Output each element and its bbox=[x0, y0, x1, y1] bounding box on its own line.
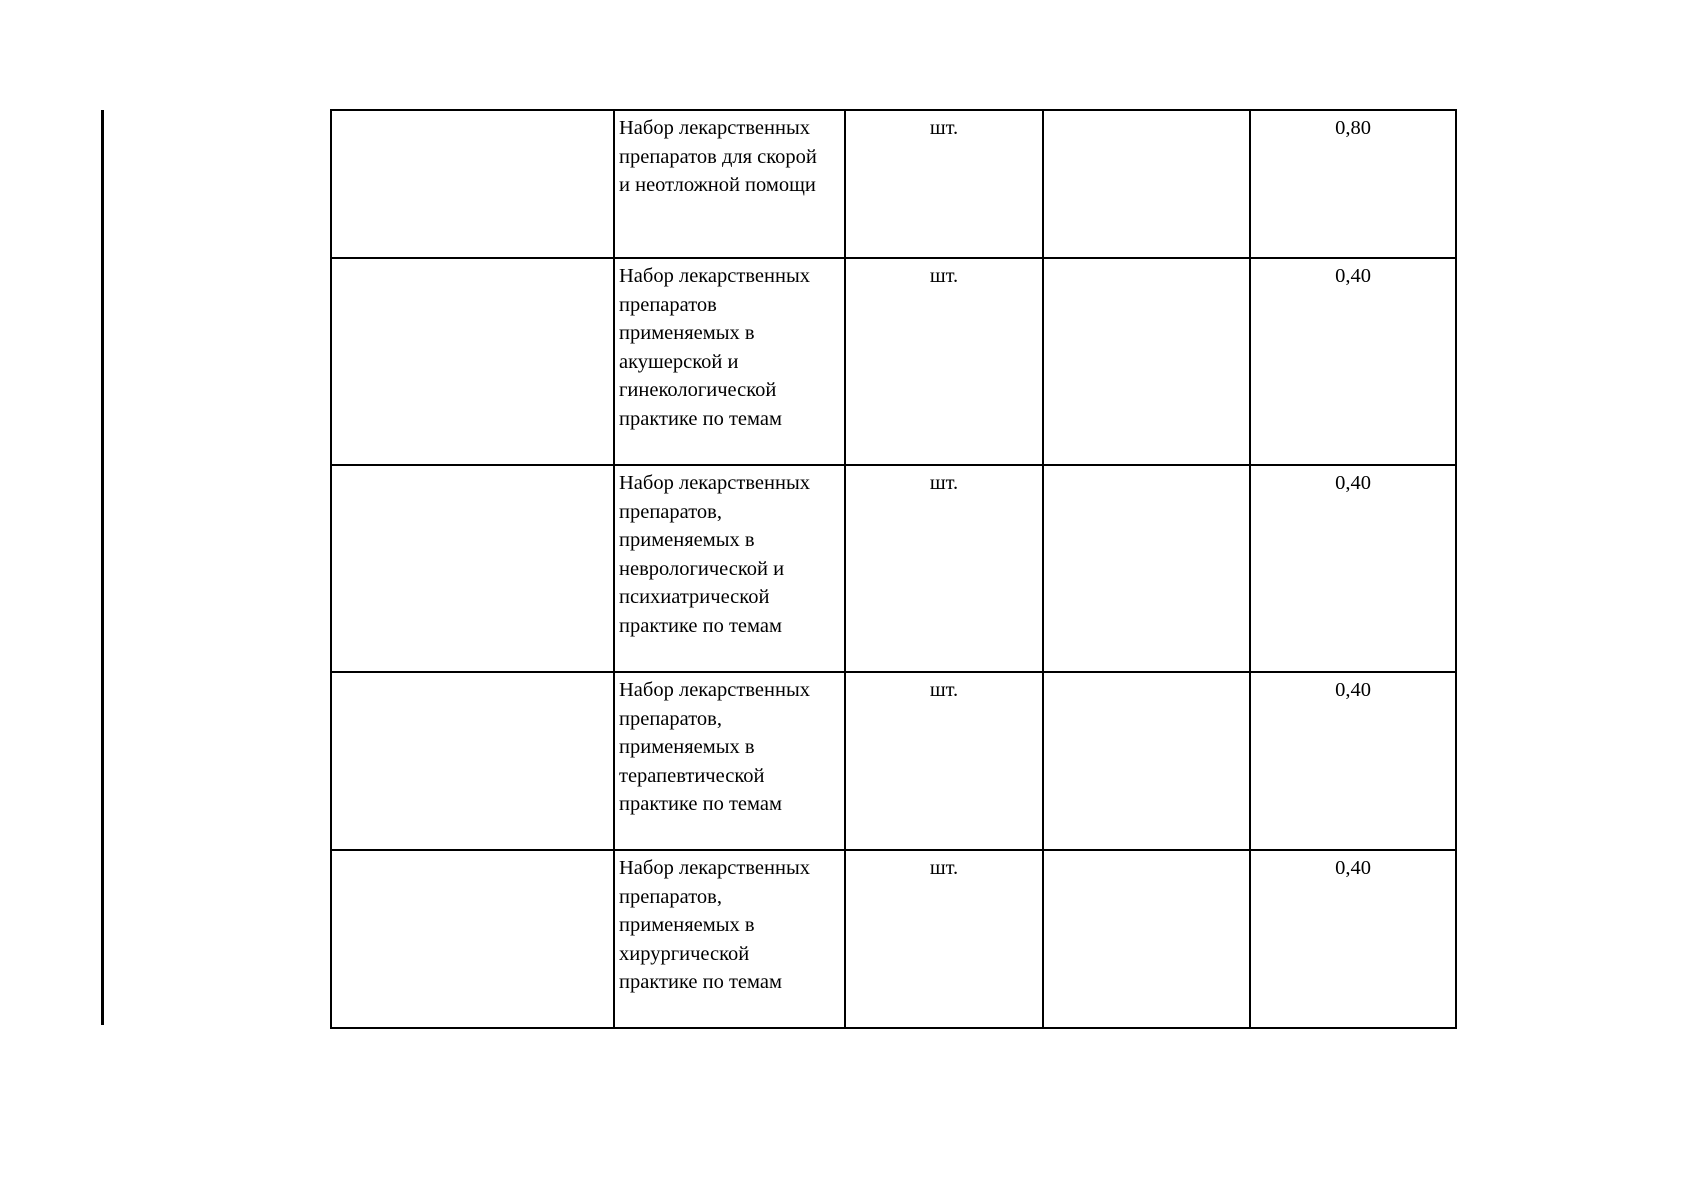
unit-cell: шт. bbox=[845, 258, 1043, 465]
first-cell bbox=[331, 850, 614, 1028]
unit-cell: шт. bbox=[845, 672, 1043, 850]
item-name-cell: Набор лекарственных препаратов, применяемых в хирургической практике по темам bbox=[614, 850, 845, 1028]
fourth-cell bbox=[1043, 672, 1250, 850]
fourth-cell bbox=[1043, 258, 1250, 465]
table-row bbox=[331, 110, 1456, 258]
first-cell bbox=[331, 110, 614, 258]
item-name-cell: Набор лекарственных препаратов для скорой и неотложной помощи bbox=[614, 110, 845, 258]
fourth-cell bbox=[1043, 850, 1250, 1028]
first-cell bbox=[331, 465, 614, 672]
item-name-cell: Набор лекарственных препаратов, применяемых в терапевтической практике по темам bbox=[614, 672, 845, 850]
table-row bbox=[331, 672, 1456, 850]
fourth-cell bbox=[1043, 110, 1250, 258]
quantity-cell: 0,40 bbox=[1250, 850, 1456, 1028]
fourth-cell bbox=[1043, 465, 1250, 672]
unit-cell: шт. bbox=[845, 465, 1043, 672]
quantity-cell: 0,40 bbox=[1250, 258, 1456, 465]
table-row bbox=[331, 850, 1456, 1028]
left-margin-rule bbox=[101, 110, 104, 1025]
table-row bbox=[331, 465, 1456, 672]
item-name-cell: Набор лекарственных препаратов, применяемых в неврологической и психиатрической практике по темам bbox=[614, 465, 845, 672]
first-cell bbox=[331, 258, 614, 465]
quantity-cell: 0,80 bbox=[1250, 110, 1456, 258]
medication-sets-table bbox=[330, 109, 1457, 1029]
table-row bbox=[331, 258, 1456, 465]
quantity-cell: 0,40 bbox=[1250, 672, 1456, 850]
unit-cell: шт. bbox=[845, 110, 1043, 258]
first-cell bbox=[331, 672, 614, 850]
item-name-cell: Набор лекарственных препаратов применяемых в акушерской и гинекологической практике по темам bbox=[614, 258, 845, 465]
unit-cell: шт. bbox=[845, 850, 1043, 1028]
quantity-cell: 0,40 bbox=[1250, 465, 1456, 672]
